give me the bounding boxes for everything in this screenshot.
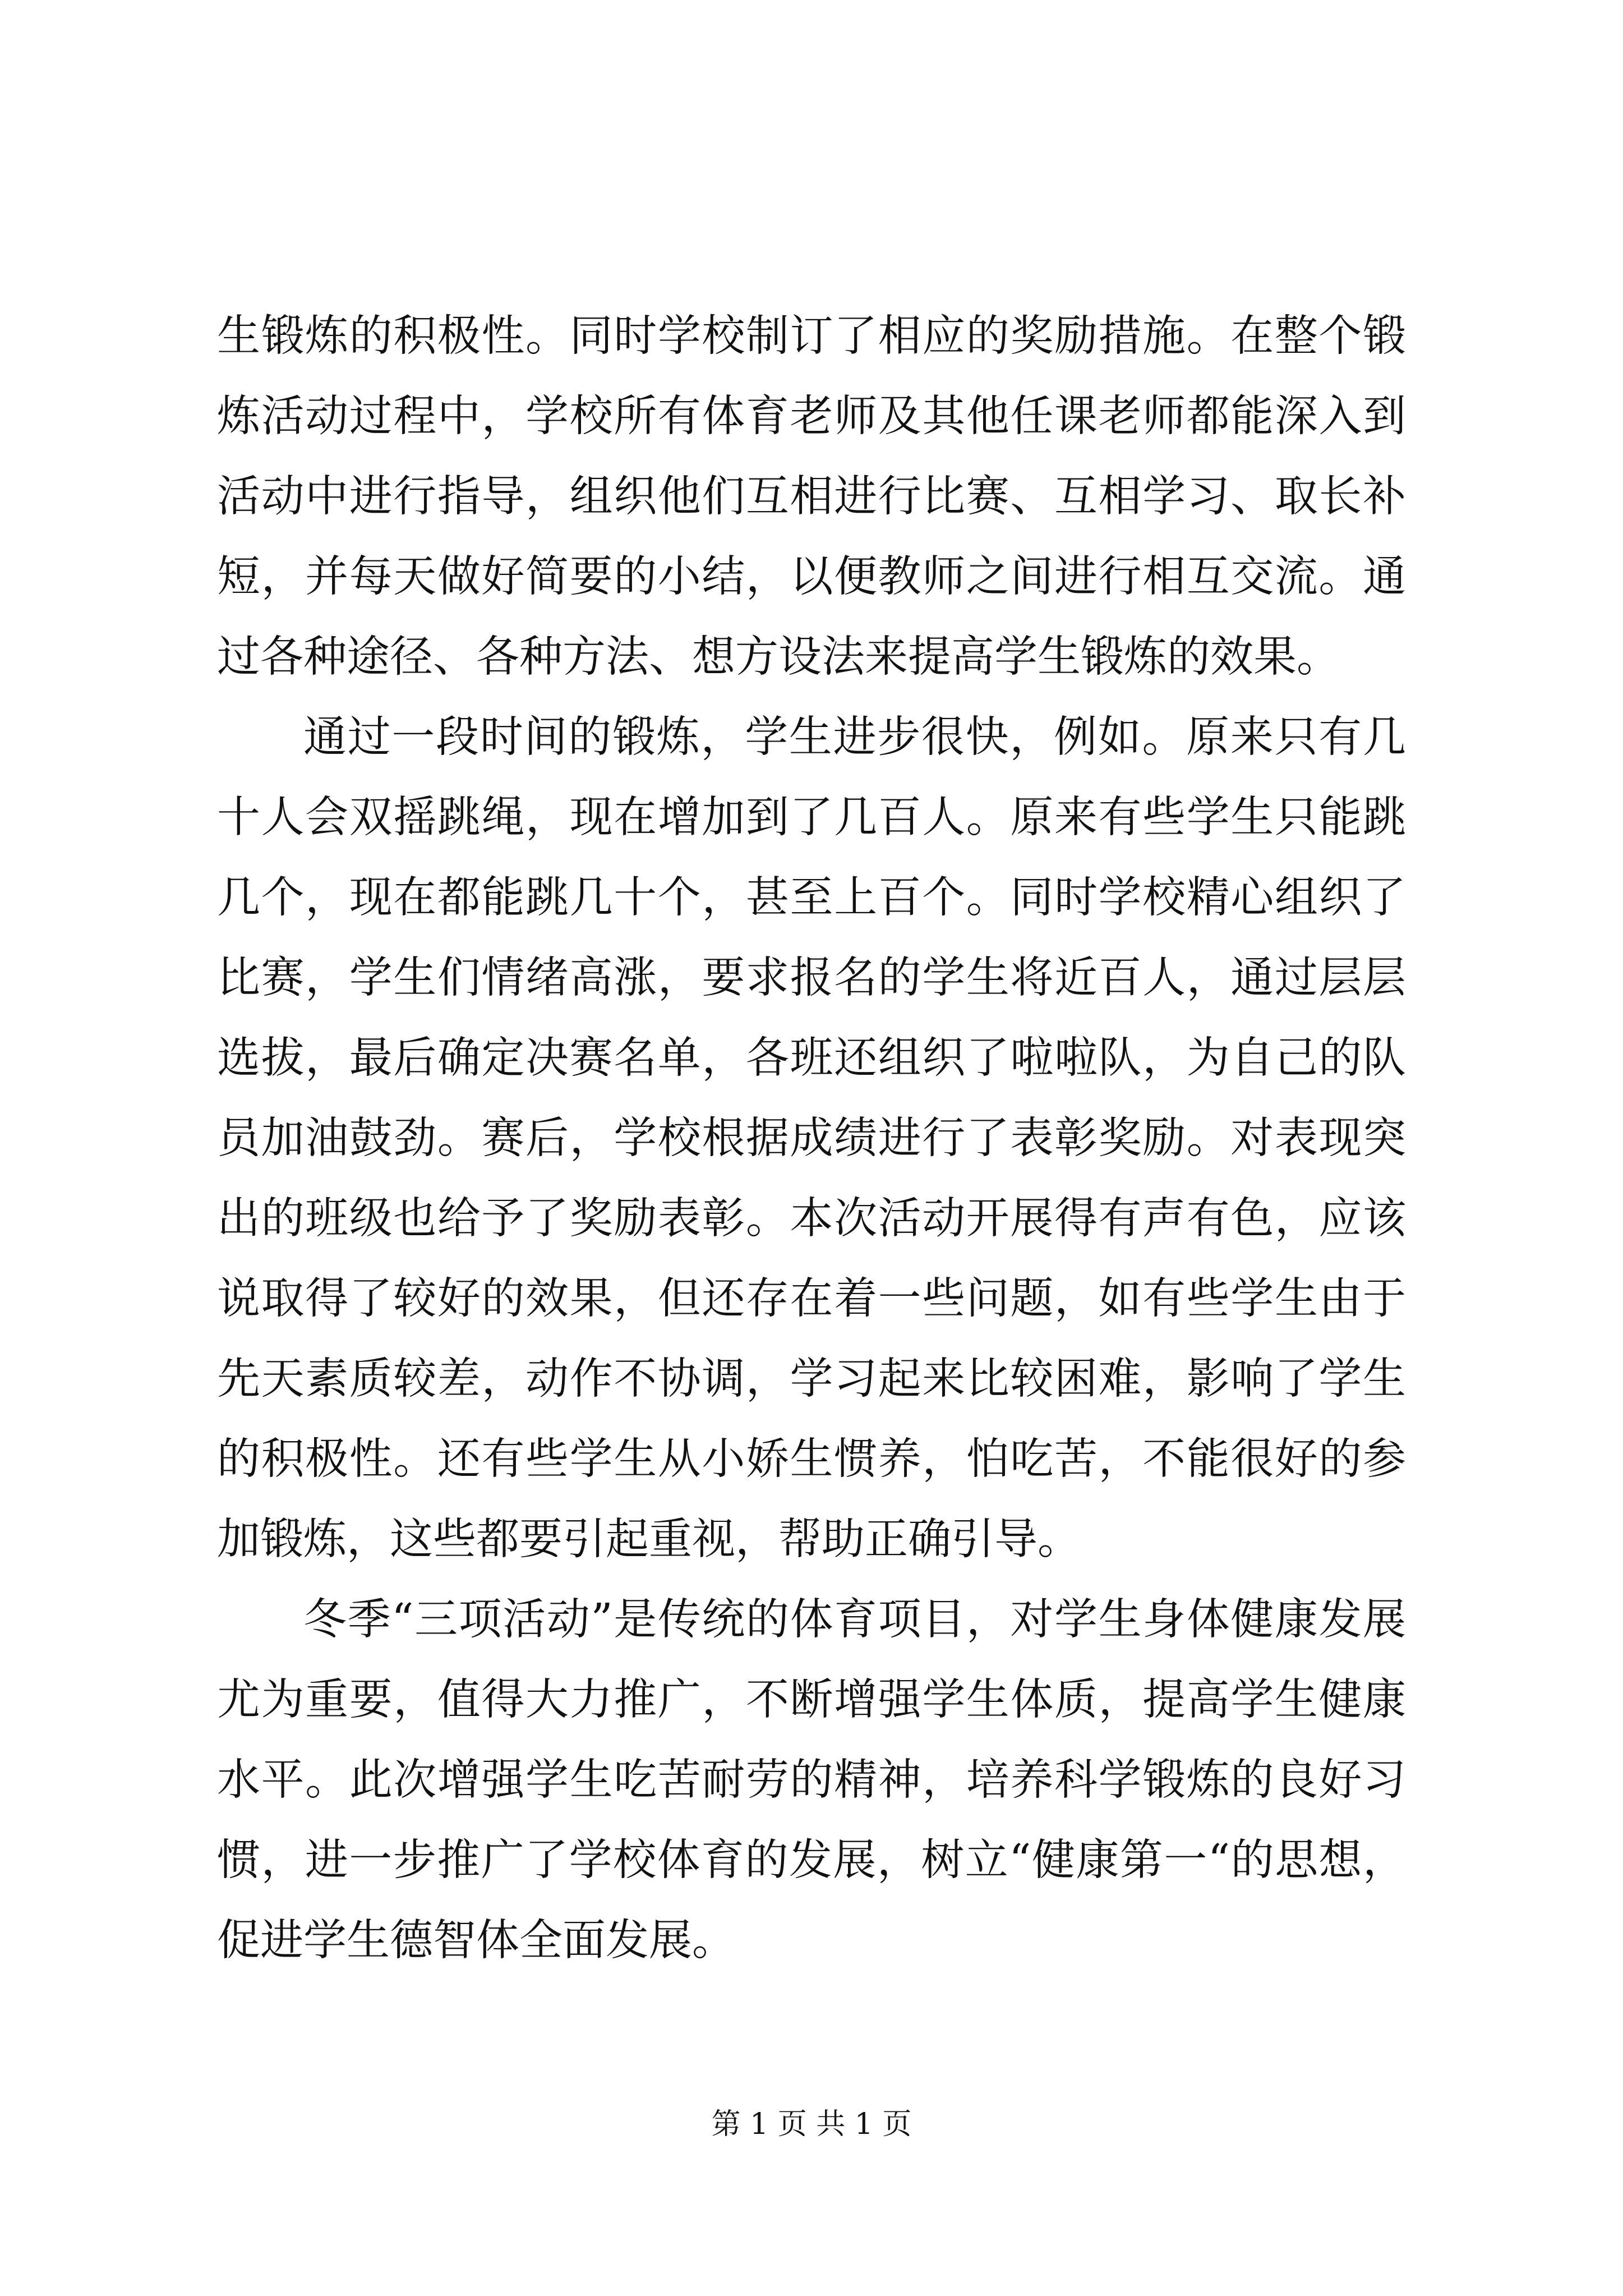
paragraph: 通过一段时间的锻炼，学生进步很快，例如。原来只有几十人会双摇跳绳，现在增加到了几百人。原来有些学生只能跳几个，现在都能跳几十个，甚至上百个。同时学校精心组织了比赛，学生们情绪高涨，要求报名的学生将近百人，通过层层选拔，最后确定决赛名单，各班还组织了啦啦队，为自己的队员加油鼓劲。赛后，学校根据成绩进行了表彰奖励。对表现突出的班级也给予了奖励表彰。本次活动开展得有声有色，应该说取得了较好的效果，但还存在着一些问题，如有些学生由于先天素质较差，动作不协调，学习起来比较困难，影响了学生的积极性。还有些学生从小娇生惯养，怕吃苦，不能很好的参加锻炼，这些都要引起重视，帮助正确引导。: [217, 712, 1406, 1565]
document-body: [217, 296, 1406, 1981]
page-footer: 第 1 页 共 1 页: [711, 2108, 912, 2141]
paragraph: 冬季“三项活动”是传统的体育项目，对学生身体健康发展尤为重要，值得大力推广，不断增强学生体质，提高学生健康水平。此次增强学生吃苦耐劳的精神，培养科学锻炼的良好习惯，进一步推广了学校体育的发展，树立“健康第一“的思想，促进学生德智体全面发展。: [217, 1595, 1406, 1966]
paragraph-continued: 生锻炼的积极性。同时学校制订了相应的奖励措施。在整个锻炼活动过程中，学校所有体育老师及其他任课老师都能深入到活动中进行指导，组织他们互相进行比赛、互相学习、取长补短，并每天做好简要的小结，以便教师之间进行相互交流。通过各种途径、各种方法、想方设法来提高学生锻炼的效果。: [217, 311, 1406, 682]
